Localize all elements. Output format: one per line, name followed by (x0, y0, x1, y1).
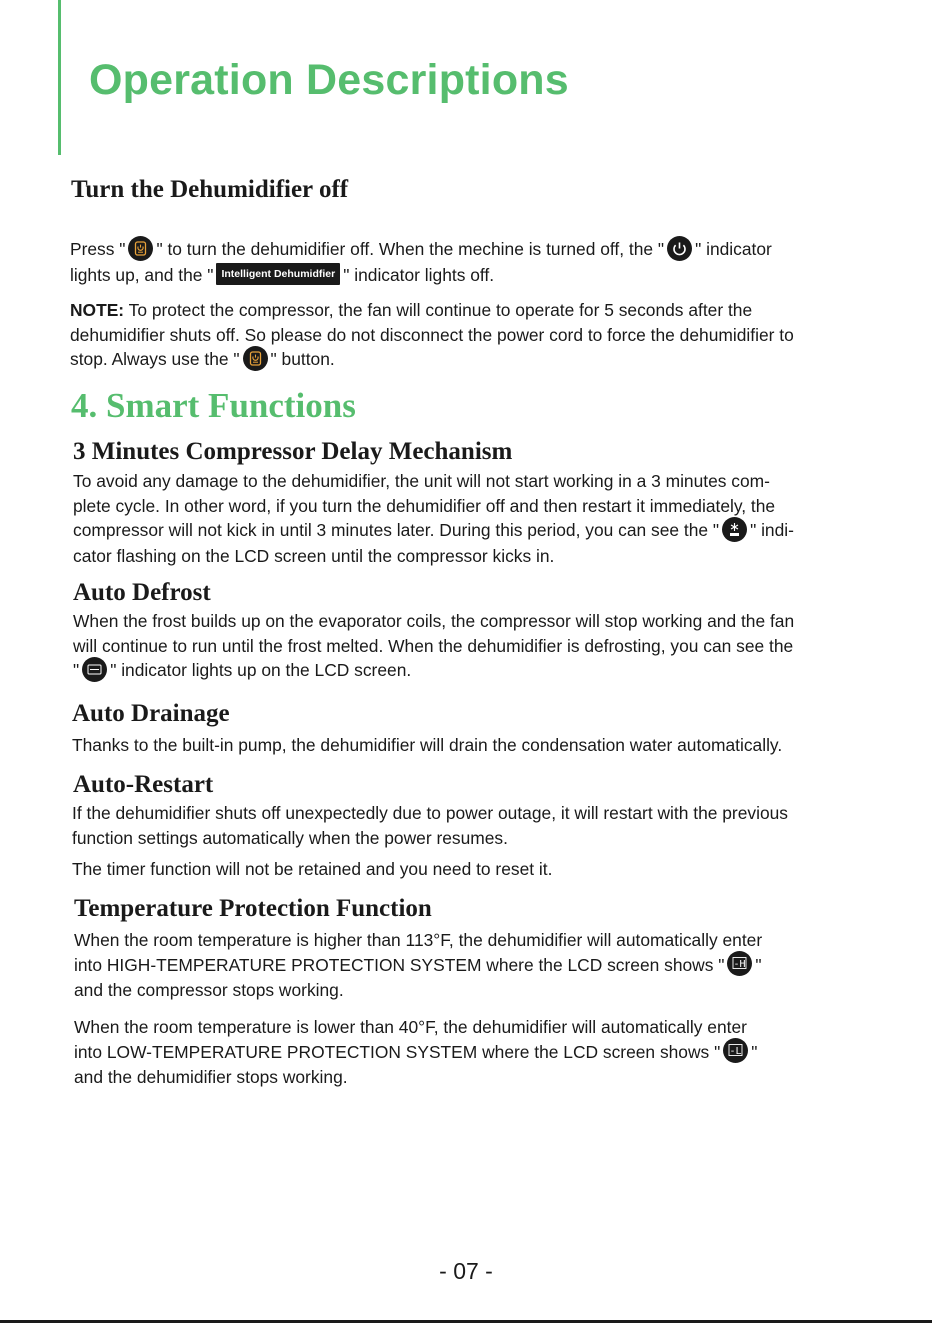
power-button-icon (243, 346, 268, 371)
compressor-delay-heading: 3 Minutes Compressor Delay Mechanism (73, 438, 513, 465)
auto-defrost-heading: Auto Defrost (73, 579, 211, 606)
low-temperature-icon (723, 1038, 748, 1063)
compressor-delay-icon (722, 517, 747, 542)
page-title: Operation Descriptions (89, 56, 569, 104)
turn-off-heading: Turn the Dehumidifier off (71, 176, 349, 203)
note-paragraph: NOTE: To protect the compressor, the fan will continue to operate for 5 seconds after the dehumidifier shuts off. So please do not disconnect the power cord to force the dehumidifier to stop. Always use the " " button. (70, 300, 794, 369)
turn-off-paragraph: Press " " to turn the dehumidifier off. When the mechine is turned off, the " " indicator lights up, and the " Intelligent Dehumidfier " indicator lights off. (70, 237, 772, 287)
auto-drainage-paragraph: Thanks to the built-in pump, the dehumidifier will drain the condensation water automatically. (72, 735, 783, 755)
auto-restart-heading: Auto-Restart (73, 771, 214, 798)
auto-drainage-heading: Auto Drainage (72, 700, 230, 727)
defrost-indicator-icon (82, 657, 107, 682)
auto-defrost-paragraph: When the frost builds up on the evaporator coils, the compressor will stop working and the fan will continue to run until the frost melted. When the dehumidifier is defrosting, you can see the " " indicator lights up on the LCD screen. (73, 611, 795, 680)
note-label: NOTE: (70, 300, 125, 320)
temperature-protection-heading: Temperature Protection Function (74, 895, 432, 922)
accent-bar (58, 0, 61, 155)
low-temperature-paragraph: When the room temperature is lower than 40°F, the dehumidifier will automatically enter into LOW-TEMPERATURE PROTECTION SYSTEM where the LCD screen shows " -L " and the dehumidifier stops working. (74, 1017, 758, 1088)
timer-note-paragraph: The timer function will not be retained and you need to reset it. (72, 859, 553, 879)
auto-restart-paragraph: If the dehumidifier shuts off unexpectedly due to power outage, it will restart with the previous function settings automatically when the power resumes. (72, 803, 788, 848)
power-indicator-icon (667, 236, 692, 261)
high-temperature-icon (727, 951, 752, 976)
intelligent-dehumidifier-badge: Intelligent Dehumidfier (216, 263, 340, 285)
high-temperature-paragraph: When the room temperature is higher than 113°F, the dehumidifier will automatically enter into HIGH-TEMPERATURE PROTECTION SYSTEM where the LCD screen shows " -H " and the compressor stops working. (74, 930, 763, 1001)
power-button-icon (128, 236, 153, 261)
svg-text:-H: -H (733, 959, 746, 971)
compressor-delay-paragraph: To avoid any damage to the dehumidifier, the unit will not start working in a 3 minutes com- plete cycle. In other word, if you turn the dehumidifier off and then restart it immediately, the compressor will not kick in until 3 minutes later. During this period, you can see the " " indi- cator flashing on the LCD screen until the compressor kicks in. (73, 471, 794, 566)
smart-functions-heading: 4. Smart Functions (71, 386, 356, 425)
svg-text:-L: -L (729, 1046, 742, 1058)
page-number: - 07 - (439, 1258, 493, 1284)
